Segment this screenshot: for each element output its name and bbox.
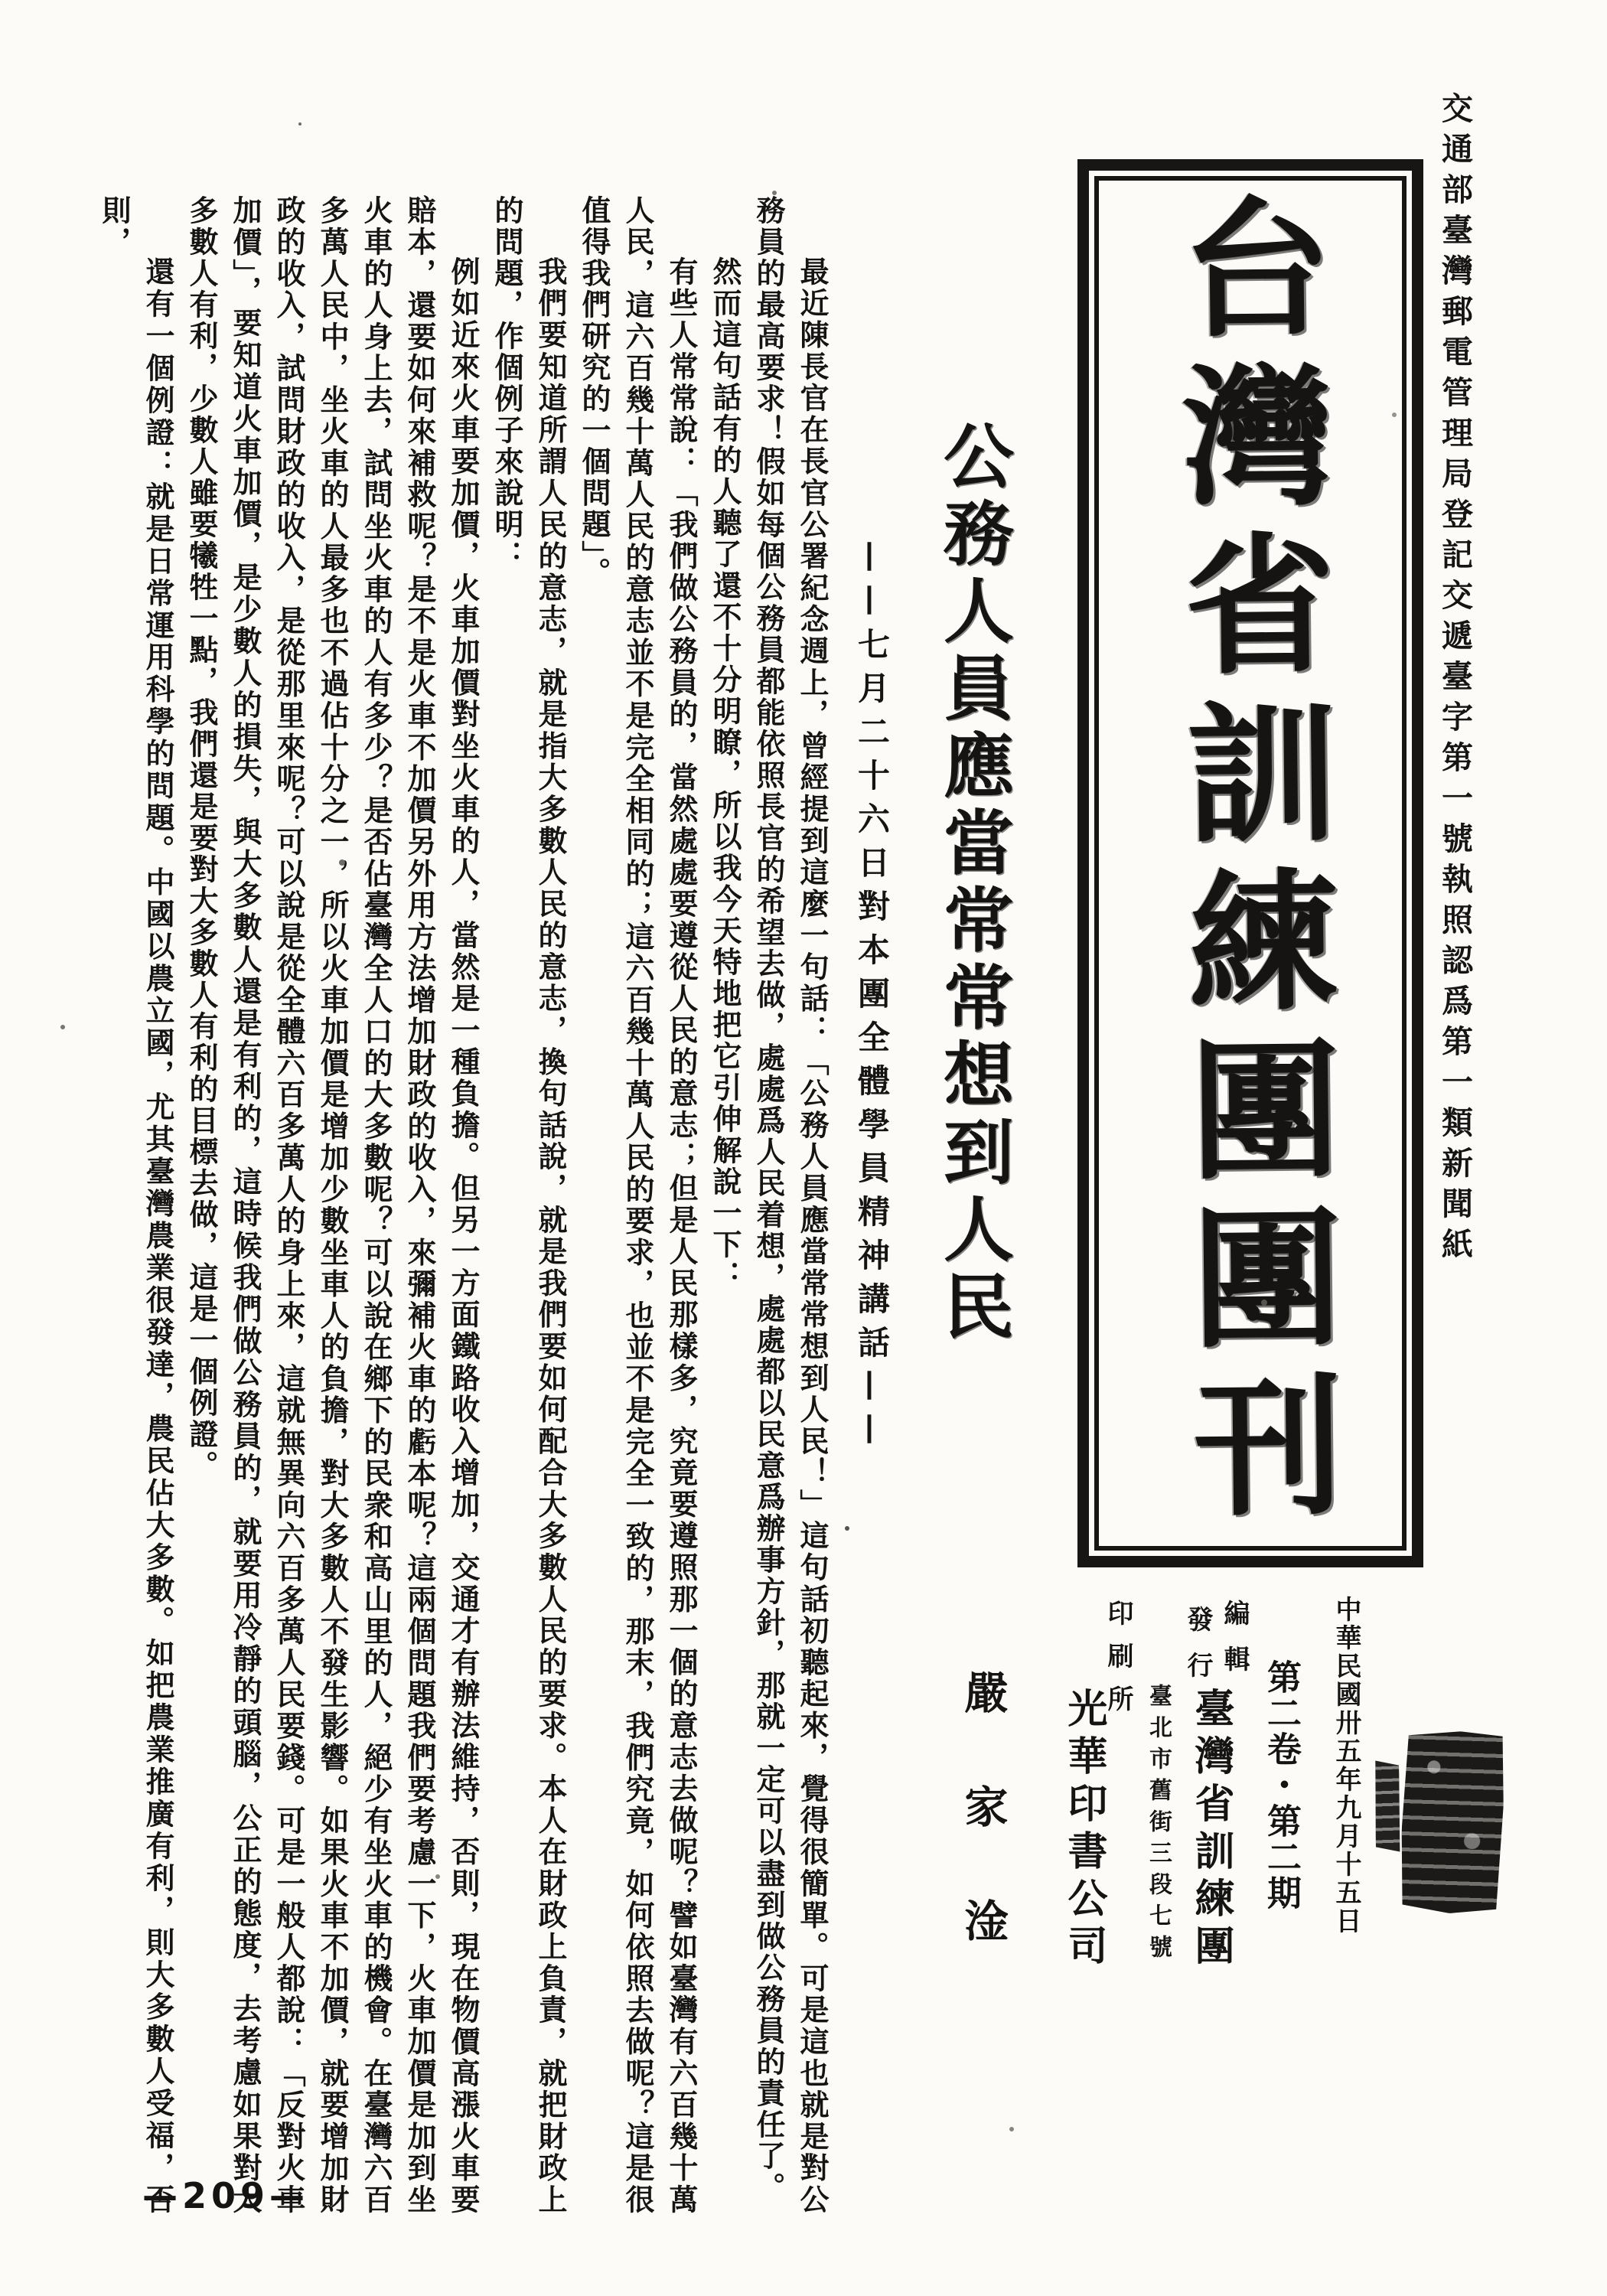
- masthead-box-inner-border: [1094, 176, 1407, 1551]
- paragraph: 我們要知道所謂人民的意志，就是指大多數人民的意志，換句話說，就是我們要如何配合大多數人民的要求。本人在財政上負責，就把財政上的問題，作個例子來說明：: [490, 195, 568, 2216]
- publisher-name: 臺灣省訓練團: [1188, 1688, 1234, 1972]
- article-subtitle: ——七月二十六日對本團全體學員精神講話——: [853, 540, 891, 1456]
- paragraph: 例如近來火車要加價，火車加價對坐火車的人，當然是一種負擔。但另一方面鐵路收入增加，交通才有辦法維持，否則，現在物價高漲火車要賠本，還要如何來補救呢？是不是火車不加價另外用方法增加財政的收入，來彌補火車的虧本呢？這兩個問題我們要考慮一下，火車加價是加到坐火車的人身上去，試問坐火車的人有多少？是否佔臺灣全人口的大多數呢？可以說在鄉下的民衆和高山里的人，絕少有坐火車的機會。在臺灣六百多萬人民中，坐火車的人最多也不過佔十分之一，所以火車加價是增加少數坐車人的負擔，對大多數人不發生影響。如果火車不加價，就要增加財政的收入，試問財政的收入，是從那里來呢？可以說是從全體六百多萬人的身上來，這就無異向六百多萬人民要錢。可是一般人都說：「反對火車加價」，要知道火車加價，是少數人的損失，與大多數人還是有利的，這時候我們做公務員的，就要用冷靜的頭腦，公正的態度，去考慮如果對大多數人有利，少數人雖要犧牲一點，我們還是要對大多數人有利的目標去做，這是一個例證。: [184, 195, 481, 2216]
- ink-seal-icon: [1399, 1730, 1505, 1915]
- journal-title-calligraphy: 台灣省訓練團團刊: [1155, 188, 1346, 1538]
- publisher-label: 發行: [1182, 1606, 1213, 1698]
- ink-seal-smudge-icon: [1373, 1760, 1402, 1852]
- scan-speck-noise: [298, 122, 302, 126]
- masthead-box: [1077, 159, 1423, 1567]
- paragraph: 有些人常常說：「我們做公務員的，當然處處要遵從人民的意志；但是人民那樣多，究竟要遵照那一個的意志去做呢？譬如臺灣有六百幾十萬人民，這六百幾十萬人民的意志並不是完全相同的；這六百幾十萬人民的要求，也並不是完全一致的，那末，我們究竟，如何依照去做呢？這是很值得我們研究的一個問題」。: [577, 195, 699, 2216]
- printer-name: 光華印書公司: [1061, 1688, 1107, 1972]
- postal-registration-line: 交通部臺灣郵電管理局登記交遞臺字第一號執照認爲第一類新聞紙: [1436, 92, 1473, 1268]
- volume-issue: 第二卷・第二期: [1261, 1659, 1302, 1911]
- printer-label: 印刷所: [1103, 1600, 1133, 1728]
- paragraph: 然而這句話有的人聽了還不十分明瞭，所以我今天特地把它引伸解說一下：: [708, 256, 742, 1292]
- publication-date: 中華民國卅五年九月十五日: [1331, 1596, 1361, 1936]
- paragraph: 最近陳長官在長官公署紀念週上，曾經提到這麼一句話：「公務人員應當常常想到人民！」這句話初聽起來，覺得很簡單。可是這也就是對公務員的最高要求！假如每個公務員都能依照長官的希望去做，處處爲人民着想，處處都以民意爲辦事方針，那就一定可以盡到做公務員的責任了。: [751, 195, 830, 2216]
- page-number: —209—: [142, 2175, 310, 2216]
- publisher-address: 臺北市舊街三段七號: [1145, 1684, 1172, 1966]
- author-name: 嚴家淦: [957, 1670, 1009, 2012]
- paragraph: 還有一個例證：就是日常運用科學的問題。中國以農立國，尤其臺灣農業很發達，農民佔大多數。如把農業推廣有利，則大多數人受福，否則，: [97, 195, 175, 2216]
- article-title: 公務人員應當常常想到人民: [932, 419, 1015, 1347]
- editor-label: 編輯: [1219, 1600, 1250, 1691]
- article-body: [97, 195, 834, 2216]
